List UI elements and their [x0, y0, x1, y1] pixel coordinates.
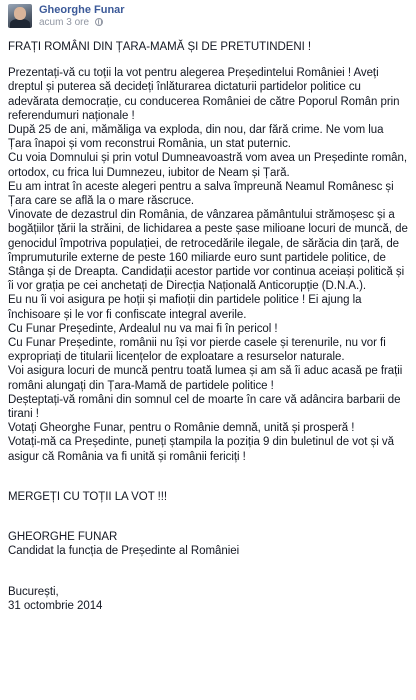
- avatar-suit: [10, 19, 30, 28]
- signature-name: GHEORGHE FUNAR: [8, 531, 118, 544]
- signature-date: 31 octombrie 2014: [8, 599, 103, 612]
- spacer: [8, 559, 410, 585]
- spacer: [8, 504, 410, 530]
- post-meta: [39, 17, 103, 28]
- post-paragraph: Votați-mă ca Președinte, puneți ștampila la poziția 9 din buletinul de vot și vă asigur că România va fi unită și românii fericiți !: [8, 436, 394, 463]
- post-paragraph: Cu voia Domnului și prin votul Dumneavoastră vom avea un Președinte român, ortodox, cu frica lui Dumnezeu, iubitor de Neam și Țară.: [8, 152, 407, 179]
- post-paragraph: Votați Gheorghe Funar, pentru o Românie demnă, unită și prosperă !: [8, 422, 355, 435]
- author-name-link[interactable]: Gheorghe Funar: [39, 4, 125, 16]
- post-paragraph: Eu nu îi voi asigura pe hoții și mafioții din partidele politice ! Ei ajung la închisoare și le vor fi confiscate integral averile.: [8, 294, 362, 321]
- post-paragraph: Deșteptați-vă români din somnul cel de moarte în care vă adâncira barbarii de tirani !: [8, 393, 401, 421]
- post-paragraph: După 25 de ani, mămăliga va exploda, din nou, dar fără crime. Ne vom lua Țara înapoi și vom reconstrui România, un stat puternic.: [8, 124, 384, 151]
- post-paragraph: Vinovate de dezastrul din România, de vânzarea pământului strămoșesc și a bogățiilor țării la străini, de lichidarea a peste șase milioane locuri de muncă, de genocidul împotriva populației, de retrocedările ilegale, de sărăcia din țară, de împrumuturile externe de peste 160 miliarde euro sunt partidele politice, de Stânga și de Dreapta. Candidații acestor partide vor continua aceiași politică și îi vor grația pe cei anchetați de Direcția Națională Anticorupție (D.N.A.).: [8, 209, 408, 293]
- spacer: [8, 54, 410, 66]
- avatar-face: [14, 7, 26, 20]
- globe-icon[interactable]: [95, 18, 103, 26]
- call-to-action: MERGEȚI CU TOȚII LA VOT !!!: [8, 490, 168, 503]
- post-paragraph: Cu Funar Președinte, Ardealul nu va mai fi în pericol !: [8, 322, 278, 335]
- signature-title: Candidat la funcția de Președinte al României: [8, 545, 240, 558]
- post-paragraph: Voi asigura locuri de muncă pentru toată lumea și am să îi aduc acasă pe frații români alungați din Țara-Mamă de partidele politice !: [8, 365, 403, 392]
- author-avatar[interactable]: [8, 4, 32, 28]
- post-paragraph: Cu Funar Președinte, românii nu își vor pierde casele și terenurile, nu vor fi expropriați de titularii licențelor de exploatare a resurselor naturale.: [8, 337, 386, 364]
- post-paragraph: Prezentați-vă cu toții la vot pentru alegerea Președintelui României ! Aveți dreptul și puterea să decideți înlăturarea dictaturii partidelor politice cu adevărata democrație, cu conducerea României de către Poporul Român prin referendumuri naționale !: [8, 67, 400, 122]
- post-paragraph: Eu am intrat în aceste alegeri pentru a salva împreună Neamul Românesc și Țara care se află la o mare răscruce.: [8, 180, 394, 208]
- post-body: [8, 40, 410, 613]
- spacer: [8, 464, 410, 490]
- post-timestamp-link[interactable]: acum 3 ore: [39, 17, 90, 28]
- signature-place: București,: [8, 585, 59, 598]
- post-heading: FRAȚI ROMÂNI DIN ȚARA-MAMĂ ȘI DE PRETUTINDENI !: [8, 41, 312, 53]
